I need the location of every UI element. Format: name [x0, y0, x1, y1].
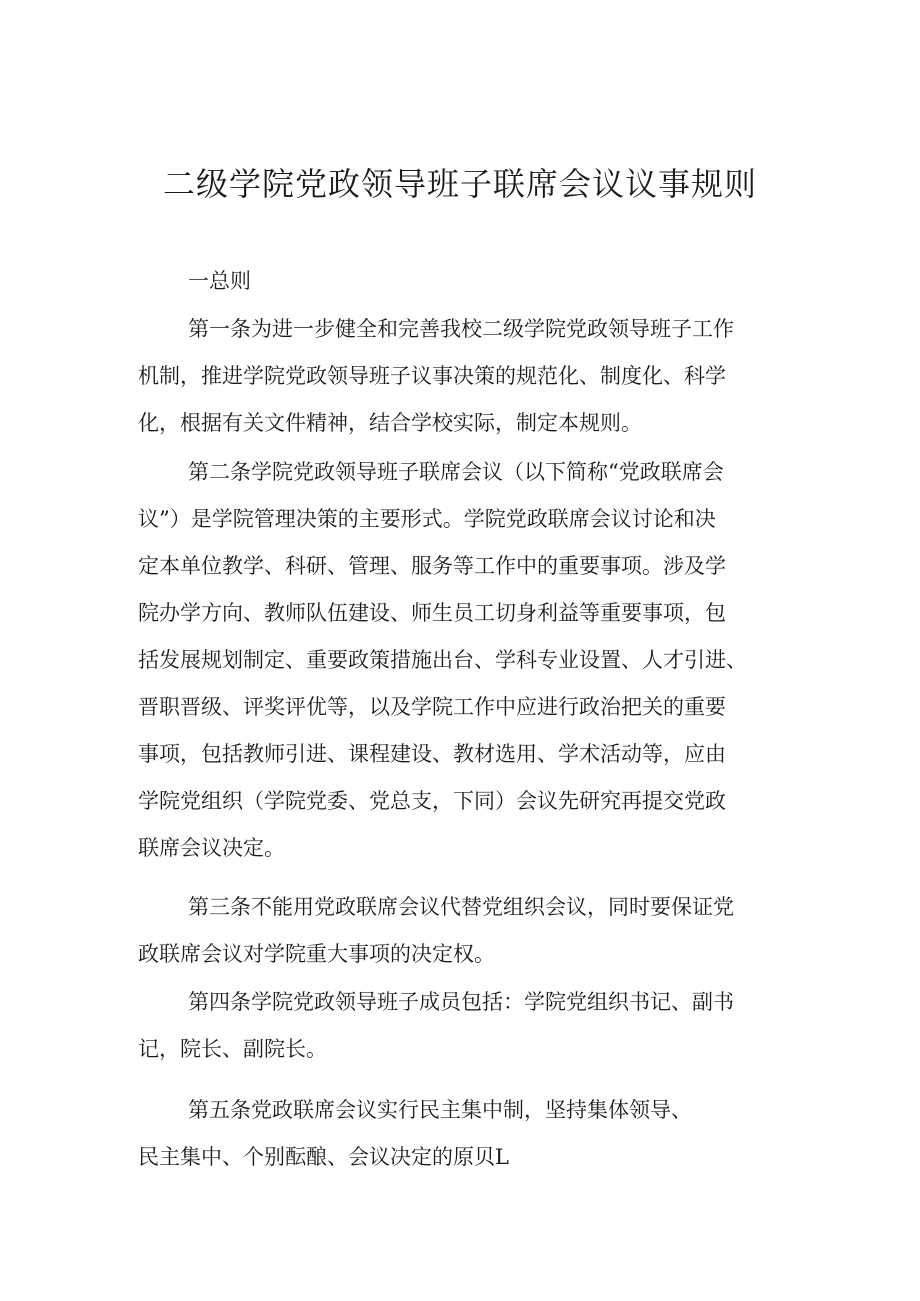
section-heading: 一总则 [188, 269, 251, 293]
article-line: 民主集中、个别酝酿、会议决定的原贝L [138, 1145, 509, 1169]
article-line: 事项，包括教师引进、课程建设、教材选用、学术活动等，应由 [138, 742, 726, 766]
article-line: 记，院长、副院长。 [138, 1037, 327, 1061]
article-2 [138, 449, 798, 872]
article-line: 学院党组织（学院党委、党总支，下同）会议先研究再提交党政 [138, 789, 726, 813]
article-line: 第五条党政联席会议实行民主集中制，坚持集体领导、 [188, 1098, 692, 1122]
article-line: 机制，推进学院党政领导班子议事决策的规范化、制度化、科学 [138, 364, 726, 388]
article-line: 第四条学院党政领导班子成员包括：学院党组织书记、副书 [188, 990, 734, 1014]
article-line: 联席会议决定。 [138, 836, 285, 860]
article-1 [138, 306, 798, 447]
document-title: 二级学院党政领导班子联席会议议事规则 [162, 165, 757, 203]
article-line: 化，根据有关文件精神，结合学校实际，制定本规则。 [138, 411, 642, 435]
article-line: 晋职晋级、评奖评优等，以及学院工作中应进行政治把关的重要 [138, 695, 726, 719]
article-4 [138, 979, 798, 1073]
article-line: 第一条为进一步健全和完善我校二级学院党政领导班子工作 [188, 317, 734, 341]
article-5 [138, 1087, 798, 1181]
article-line: 议”）是学院管理决策的主要形式。学院党政联席会议讨论和决 [138, 507, 716, 531]
article-line: 第二条学院党政领导班子联席会议（以下简称“党政联席会 [188, 460, 724, 484]
section-heading-block [138, 258, 798, 305]
article-line: 括发展规划制定、重要政策措施出台、学科专业设置、人才引进、 [138, 648, 747, 672]
article-line: 政联席会议对学院重大事项的决定权。 [138, 942, 495, 966]
article-3 [138, 884, 798, 978]
article-line: 院办学方向、教师队伍建设、师生员工切身利益等重要事项，包 [138, 601, 726, 625]
article-line: 第三条不能用党政联席会议代替党组织会议，同时要保证党 [188, 895, 734, 919]
article-line: 定本单位教学、科研、管理、服务等工作中的重要事项。涉及学 [138, 554, 726, 578]
